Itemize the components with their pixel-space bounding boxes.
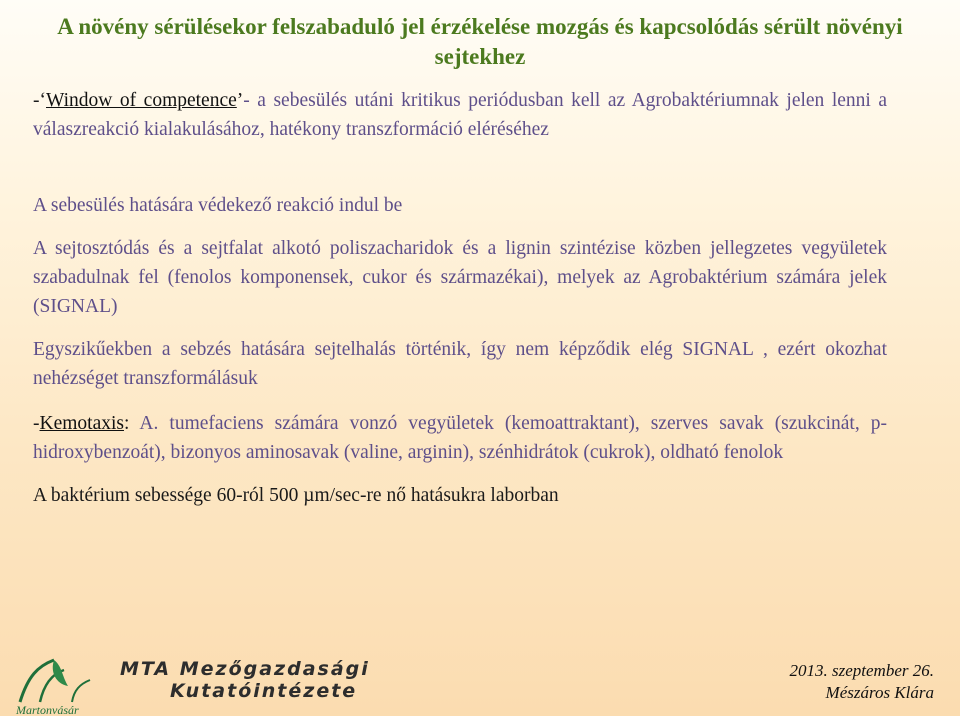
paragraph-window-of-competence <box>33 86 887 176</box>
paragraph-defense-reaction: A sebesülés hatására védekező reakció indul be <box>33 195 403 216</box>
paragraph-bacterium-speed: A baktérium sebessége 60-ról 500 µm/sec-re nő hatásukra laborban <box>33 485 559 506</box>
colon: : <box>123 413 130 434</box>
quote-close: ’ <box>236 90 244 111</box>
paragraph-chemotaxis <box>33 409 887 467</box>
quote-open: ‘ <box>39 90 46 111</box>
paragraph-signal: A sejtosztódás és a sejtfalat alkotó poliszacharidok és a lignin szintézise közben jellegzetes vegyületek szabadulnak fel (fenolos komponensek, cukor és származékai), melyek az Agrobaktérium számára jelek (SIGNAL) <box>33 238 887 317</box>
chemotaxis-term: Kemotaxis <box>39 413 124 434</box>
slide-content <box>33 86 887 510</box>
slide-footer <box>0 640 960 716</box>
plant-logo-icon <box>10 656 110 716</box>
presentation-date: 2013. szeptember 26. <box>789 661 934 680</box>
slide-title: A növény sérülésekor felszabaduló jel érzékelése mozgás és kapcsolódás sérült növényi sejtekhez <box>57 14 903 69</box>
window-of-competence-term: Window of competence <box>46 90 237 111</box>
paragraph-monocots: Egyszikűekben a sebzés hatására sejtelhalás történik, így nem képződik elég SIGNAL , ezért okozhat nehézséget transzformálásuk <box>33 339 887 389</box>
footer-meta <box>790 660 934 704</box>
institute-name <box>120 658 370 702</box>
author-name: Mészáros Klára <box>825 683 934 702</box>
dash: - <box>33 90 40 111</box>
logo-text: Martonvásár <box>16 703 79 716</box>
window-of-competence-text: - a sebesülés utáni kritikus periódusban kell az Agrobaktériumnak jelen lenni a válaszreakció kialakulásához, hatékony transzformáció eléréséhez <box>33 90 887 140</box>
dash: - <box>33 413 40 434</box>
institute-line-2: Kutatóintézete <box>170 680 358 702</box>
institute-line-1: MTA Mezőgazdasági <box>120 658 370 680</box>
chemotaxis-text: A. tumefaciens számára vonzó vegyületek (kemoattraktant), szerves savak (szukcinát, p-hidroxybenzoát), bizonyos aminosavak (valine, arginin), szénhidrátok (cukrok), oldható fenolok <box>33 413 887 463</box>
